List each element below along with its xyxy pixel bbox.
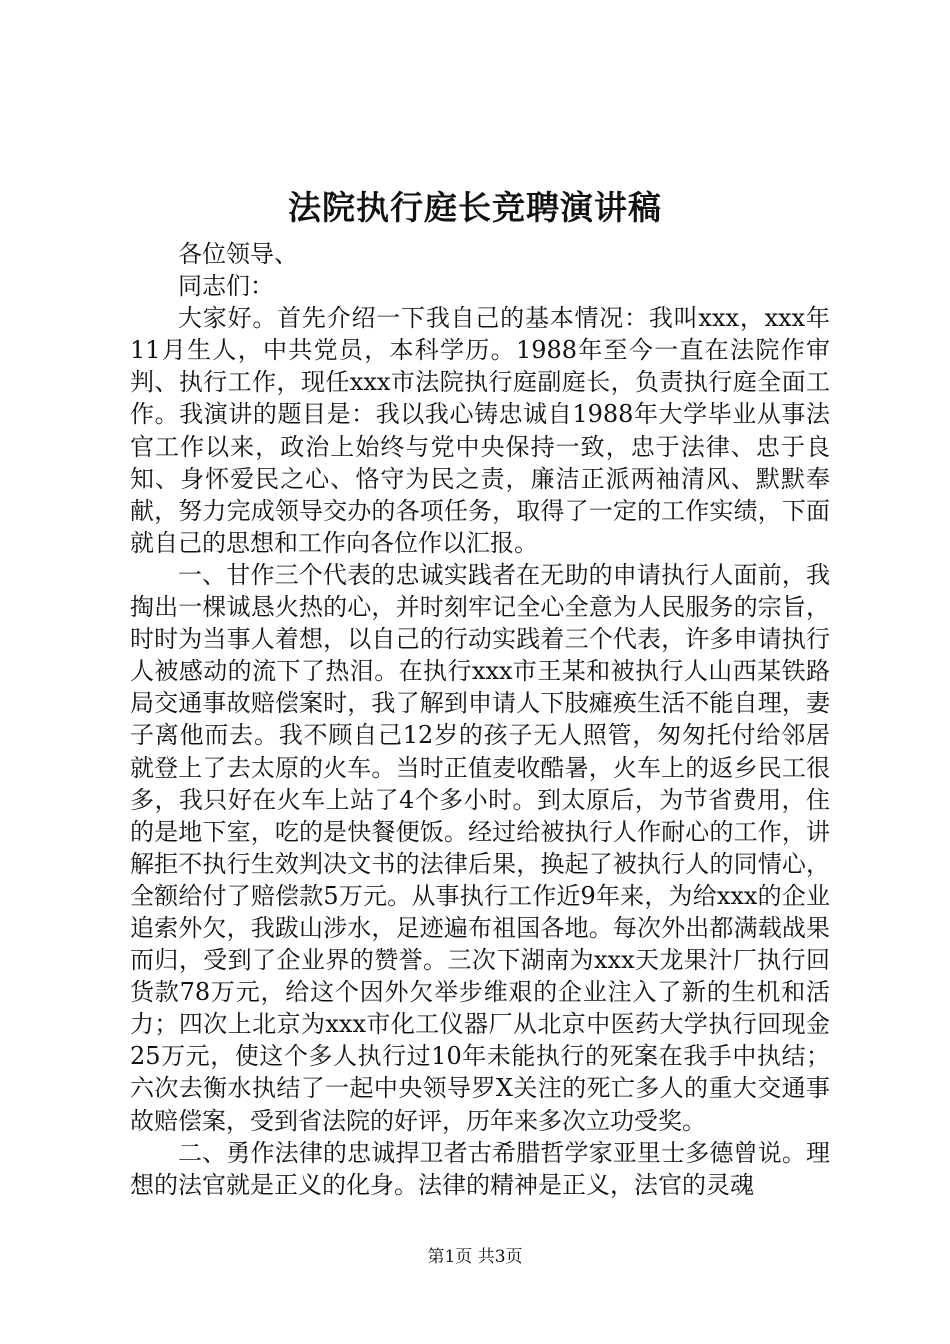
document-body xyxy=(130,238,830,1201)
paragraph-introduction: 大家好。首先介绍一下我自己的基本情况：我叫xxx，xxx年11月生人，中共党员，本科学历。1988年至今一直在法院作审判、执行工作，现任xxx市法院执行庭副庭长，负责执行庭全面工作。我演讲的题目是：我以我心铸忠诚自1988年大学毕业从事法官工作以来，政治上始终与党中央保持一致，忠于法律、忠于良知、身怀爱民之心、恪守为民之责，廉洁正派两袖清风、默默奉献，努力完成领导交办的各项任务，取得了一定的工作实绩，下面就自己的思想和工作向各位作以汇报。 xyxy=(130,304,830,557)
paragraph-section-two: 二、勇作法律的忠诚捍卫者古希腊哲学家亚里士多德曾说。理想的法官就是正义的化身。法律的精神是正义，法官的灵魂 xyxy=(130,1138,830,1199)
page-number-footer: 第1页 共3页 xyxy=(427,1247,523,1267)
salutation-line-1: 各位领导、 xyxy=(178,240,298,268)
paragraph-section-one: 一、甘作三个代表的忠诚实践者在无助的申请执行人面前，我掏出一棵诚恳火热的心，并时刻牢记全心全意为人民服务的宗旨，时时为当事人着想，以自己的行动实践着三个代表，许多申请执行人被感动的流下了热泪。在执行xxx市王某和被执行人山西某铁路局交通事故赔偿案时，我了解到申请人下肢瘫痪生活不能自理，妻子离他而去。我不顾自己12岁的孩子无人照管，匆匆托付给邻居就登上了去太原的火车。当时正值麦收酷暑，火车上的返乡民工很多，我只好在火车上站了4个多小时。到太原后，为节省费用，住的是地下室，吃的是快餐便饭。经过给被执行人作耐心的工作，讲解拒不执行生效判决文书的法律后果，换起了被执行人的同情心，全额给付了赔偿款5万元。从事执行工作近9年来，为给xxx的企业追索外欠，我跋山涉水，足迹遍布祖国各地。每次外出都满载战果而归，受到了企业界的赞誉。三次下湖南为xxx天龙果汁厂执行回货款78万元，给这个因外欠举步维艰的企业注入了新的生机和活力；四次上北京为xxx市化工仪器厂从北京中医药大学执行回现金25万元，使这个多人执行过10年未能执行的死案在我手中执结；六次去衡水执结了一起中央领导罗X关注的死亡多人的重大交通事故赔偿案，受到省法院的好评，历年来多次立功受奖。 xyxy=(130,560,830,1135)
salutation-line-2: 同志们： xyxy=(178,272,274,301)
document-title: 法院执行庭长竞聘演讲稿 xyxy=(288,188,662,227)
